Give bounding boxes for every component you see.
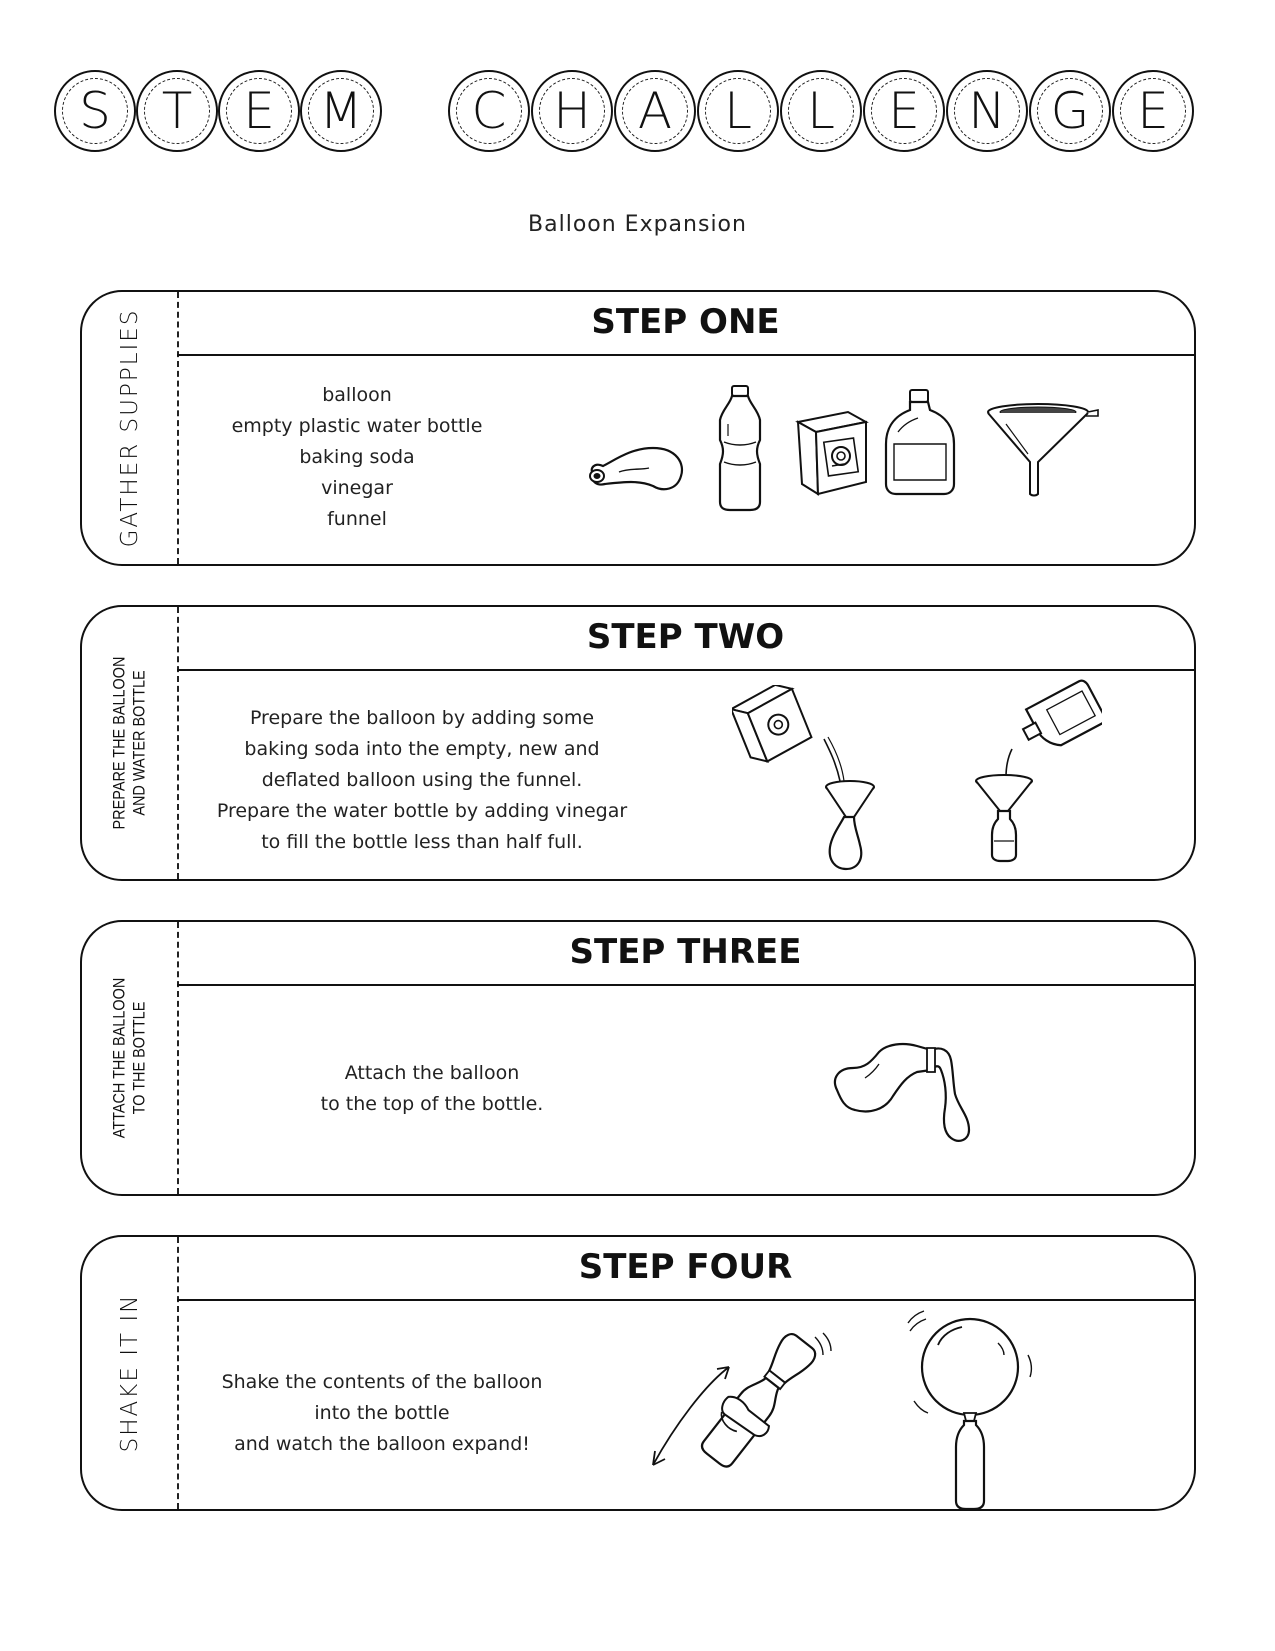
step-side-panel <box>82 292 179 564</box>
supply-item: balloon <box>322 384 392 406</box>
step-one-card <box>80 290 1196 566</box>
expanded-balloon-icon <box>902 1305 1042 1515</box>
title-letter <box>300 70 382 152</box>
side-label-line: PREPARE THE BALLOON <box>109 656 129 830</box>
instruction-line: Prepare the balloon by adding some <box>249 707 595 729</box>
step-instructions <box>282 1058 582 1120</box>
step-side-panel <box>82 607 179 879</box>
step-instructions <box>207 703 637 858</box>
subtitle: Balloon Expansion <box>528 212 747 237</box>
side-label-line: TO THE BOTTLE <box>129 1001 149 1115</box>
side-label-line: ATTACH THE BALLOON <box>109 977 129 1139</box>
title-letter <box>448 70 530 152</box>
title-letter-text: E <box>226 78 292 144</box>
side-label <box>117 309 143 548</box>
step-four-card <box>80 1235 1196 1511</box>
step-heading: STEP ONE <box>591 302 780 342</box>
title-letter <box>1112 70 1194 152</box>
title-letter-text: N <box>954 78 1020 144</box>
funnel-icon <box>982 400 1104 498</box>
step-heading: STEP TWO <box>586 617 785 657</box>
pour-baking-soda-icon <box>732 685 892 871</box>
title-letter <box>54 70 136 152</box>
title-letter <box>614 70 696 152</box>
title-letter-text: S <box>62 78 128 144</box>
step-heading: STEP THREE <box>569 932 802 972</box>
side-label-line: SHAKE IT IN <box>116 1293 143 1453</box>
instruction-line: baking soda into the empty, new and <box>244 738 600 760</box>
supply-item: vinegar <box>321 477 393 499</box>
title-row <box>54 70 1224 156</box>
title-letter-text: C <box>456 78 522 144</box>
instruction-line: Attach the balloon <box>344 1062 520 1084</box>
title-letter-text: H <box>539 78 605 144</box>
side-label <box>109 657 150 830</box>
title-letter <box>946 70 1028 152</box>
step-header <box>177 1237 1194 1301</box>
step-instructions <box>217 1367 547 1460</box>
supply-item: baking soda <box>299 446 415 468</box>
pour-vinegar-icon <box>942 673 1102 863</box>
title-letter <box>697 70 779 152</box>
instruction-line: Prepare the water bottle by adding vinegar <box>216 800 628 822</box>
title-letter <box>218 70 300 152</box>
step-side-panel <box>82 1237 179 1509</box>
side-label-line: AND WATER BOTTLE <box>129 670 149 816</box>
water-bottle-icon <box>710 384 770 512</box>
balloon-icon <box>579 442 689 502</box>
supply-item: funnel <box>327 508 387 530</box>
title-letter <box>863 70 945 152</box>
title-letter <box>136 70 218 152</box>
step-side-panel <box>82 922 179 1194</box>
title-letter-text: E <box>871 78 937 144</box>
title-letter-text: L <box>788 78 854 144</box>
title-letter <box>780 70 862 152</box>
instruction-line: to fill the bottle less than half full. <box>261 831 583 853</box>
step-header <box>177 607 1194 671</box>
title-letter-text: A <box>622 78 688 144</box>
step-two-card <box>80 605 1196 881</box>
instruction-line: Shake the contents of the balloon <box>221 1371 543 1393</box>
baking-soda-box-icon <box>792 404 872 496</box>
shaking-bottle-icon <box>645 1315 845 1485</box>
balloon-on-bottle-icon <box>827 1034 997 1144</box>
title-letter-text: L <box>705 78 771 144</box>
side-label <box>109 978 150 1139</box>
instruction-line: into the bottle <box>314 1402 450 1424</box>
title-letter <box>1029 70 1111 152</box>
title-letter-text: M <box>308 78 374 144</box>
instruction-line: deflated balloon using the funnel. <box>261 769 583 791</box>
supplies-list <box>212 380 502 535</box>
step-header <box>177 922 1194 986</box>
step-header <box>177 292 1194 356</box>
title-letter-text: T <box>144 78 210 144</box>
title-letter-text: G <box>1037 78 1103 144</box>
supply-item: empty plastic water bottle <box>231 415 483 437</box>
side-label-line: GATHER SUPPLIES <box>116 308 143 548</box>
side-label <box>117 1294 143 1453</box>
title-letter <box>531 70 613 152</box>
step-three-card <box>80 920 1196 1196</box>
title-letter-text: E <box>1120 78 1186 144</box>
vinegar-jug-icon <box>884 388 958 496</box>
instruction-line: and watch the balloon expand! <box>234 1433 530 1455</box>
step-heading: STEP FOUR <box>578 1247 793 1287</box>
instruction-line: to the top of the bottle. <box>320 1093 544 1115</box>
